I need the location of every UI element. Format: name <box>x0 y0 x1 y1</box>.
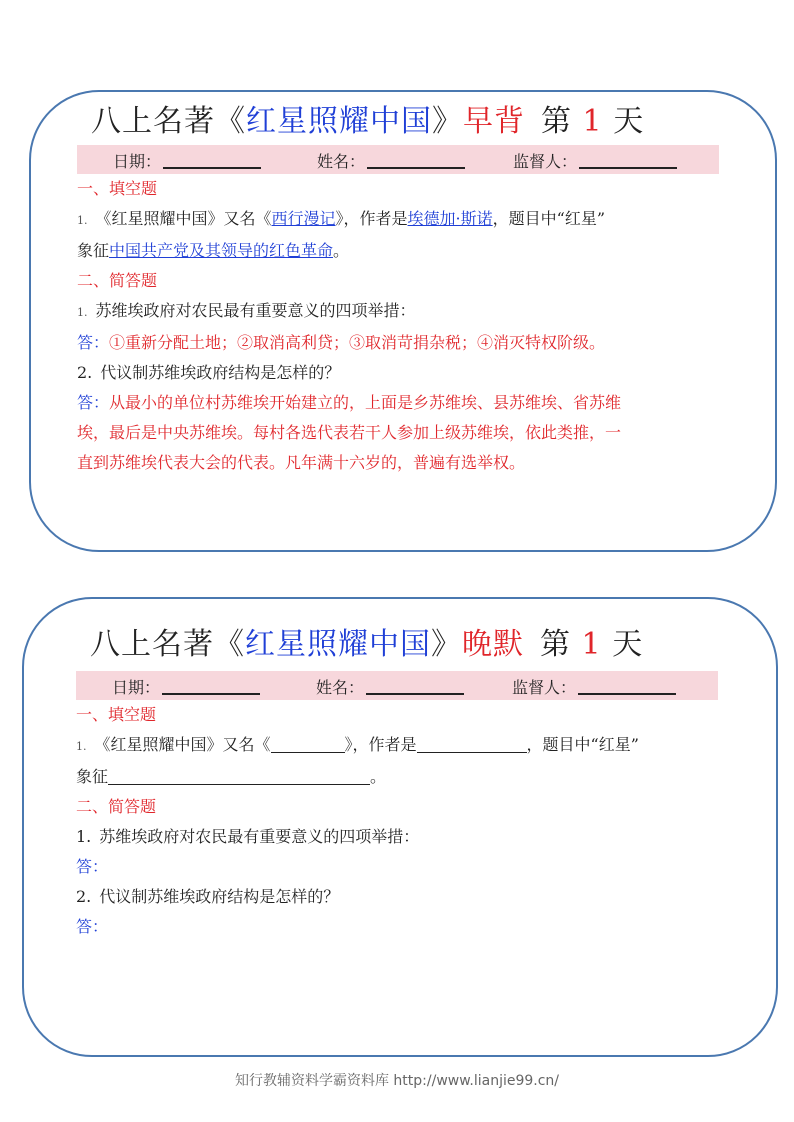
day-prefix: 第 <box>540 627 571 662</box>
answer-3[interactable]: 答： <box>76 917 109 936</box>
section-short-answer: 二、简答题 <box>76 797 157 816</box>
session-tag: 早背 <box>463 104 525 139</box>
name-field[interactable] <box>316 675 464 698</box>
supervisor-field[interactable] <box>512 675 676 698</box>
symbol-blank[interactable] <box>108 766 370 785</box>
supervisor-label: 监督人： <box>513 152 578 171</box>
supervisor-label: 监督人： <box>512 678 577 697</box>
title-prefix: 八上名著《 <box>91 104 246 139</box>
evening-card <box>22 597 778 1057</box>
question-1: 1. 《红星照耀中国》又名《西行漫记》，作者是埃德加·斯诺，题目中“红星” <box>77 209 606 228</box>
answer-symbol: 中国共产党及其领导的红色革命 <box>109 241 334 260</box>
answer-3-line3: 直到苏维埃代表大会的代表。凡年满十六岁的，普遍有选举权。 <box>77 453 526 472</box>
date-blank[interactable] <box>162 677 260 695</box>
section-fill-blank: 一、填空题 <box>77 179 158 198</box>
card-title <box>90 619 643 663</box>
day-number: 1 <box>582 104 603 139</box>
name-blank[interactable] <box>366 677 464 695</box>
morning-card <box>29 90 777 552</box>
day-number: 1 <box>581 627 602 662</box>
date-label: 日期： <box>112 678 161 697</box>
name-field[interactable] <box>317 149 465 172</box>
title-prefix: 八上名著《 <box>90 627 245 662</box>
question-3: 2. 代议制苏维埃政府结构是怎样的？ <box>77 363 341 382</box>
card-title <box>91 96 644 140</box>
session-tag: 晚默 <box>462 627 524 662</box>
answer-3-line2: 埃，最后是中央苏维埃。每村各选代表若干人参加上级苏维埃，依此类推，一 <box>77 423 622 442</box>
supervisor-blank[interactable] <box>578 677 676 695</box>
answer-3: 答：从最小的单位村苏维埃开始建立的，上面是乡苏维埃、县苏维埃、省苏维 <box>77 393 622 412</box>
title-close: 》 <box>432 104 463 139</box>
question-2: 1. 苏维埃政府对农民最有重要意义的四项举措： <box>76 827 420 846</box>
card-body <box>76 700 724 942</box>
answer-2[interactable]: 答： <box>76 857 109 876</box>
question-1-cont: 象征中国共产党及其领导的红色革命。 <box>77 241 350 260</box>
info-bar <box>77 145 719 174</box>
day-suffix: 天 <box>612 627 644 662</box>
answer-alias: 西行漫记 <box>271 209 336 228</box>
date-blank[interactable] <box>163 151 261 169</box>
alias-blank[interactable] <box>271 734 345 753</box>
answer-2: 答：①重新分配土地；②取消高利贷；③取消苛捐杂税；④消灭特权阶级。 <box>77 333 606 352</box>
date-field[interactable] <box>112 675 260 698</box>
section-fill-blank: 一、填空题 <box>76 705 157 724</box>
section-short-answer: 二、简答题 <box>77 271 158 290</box>
supervisor-blank[interactable] <box>579 151 677 169</box>
title-close: 》 <box>431 627 462 662</box>
card-body <box>77 174 725 478</box>
name-blank[interactable] <box>367 151 465 169</box>
date-label: 日期： <box>113 152 162 171</box>
supervisor-field[interactable] <box>513 149 677 172</box>
info-bar <box>76 671 718 700</box>
name-label: 姓名： <box>316 678 365 697</box>
question-3: 2. 代议制苏维埃政府结构是怎样的？ <box>76 887 340 906</box>
author-blank[interactable] <box>417 734 527 753</box>
answer-author: 埃德加·斯诺 <box>407 209 493 228</box>
name-label: 姓名： <box>317 152 366 171</box>
book-title: 红星照耀中国 <box>246 104 432 139</box>
question-1: 1. 《红星照耀中国》又名《 》，作者是 ，题目中“红星” <box>76 735 639 754</box>
date-field[interactable] <box>113 149 261 172</box>
day-suffix: 天 <box>613 104 645 139</box>
question-1-cont: 象征 。 <box>76 767 387 786</box>
book-title: 红星照耀中国 <box>245 627 431 662</box>
day-prefix: 第 <box>541 104 572 139</box>
question-2: 1. 苏维埃政府对农民最有重要意义的四项举措： <box>77 301 416 320</box>
footer-watermark: 知行教辅资料学霸资料库 http://www.lianjie99.cn/ <box>234 1073 560 1089</box>
